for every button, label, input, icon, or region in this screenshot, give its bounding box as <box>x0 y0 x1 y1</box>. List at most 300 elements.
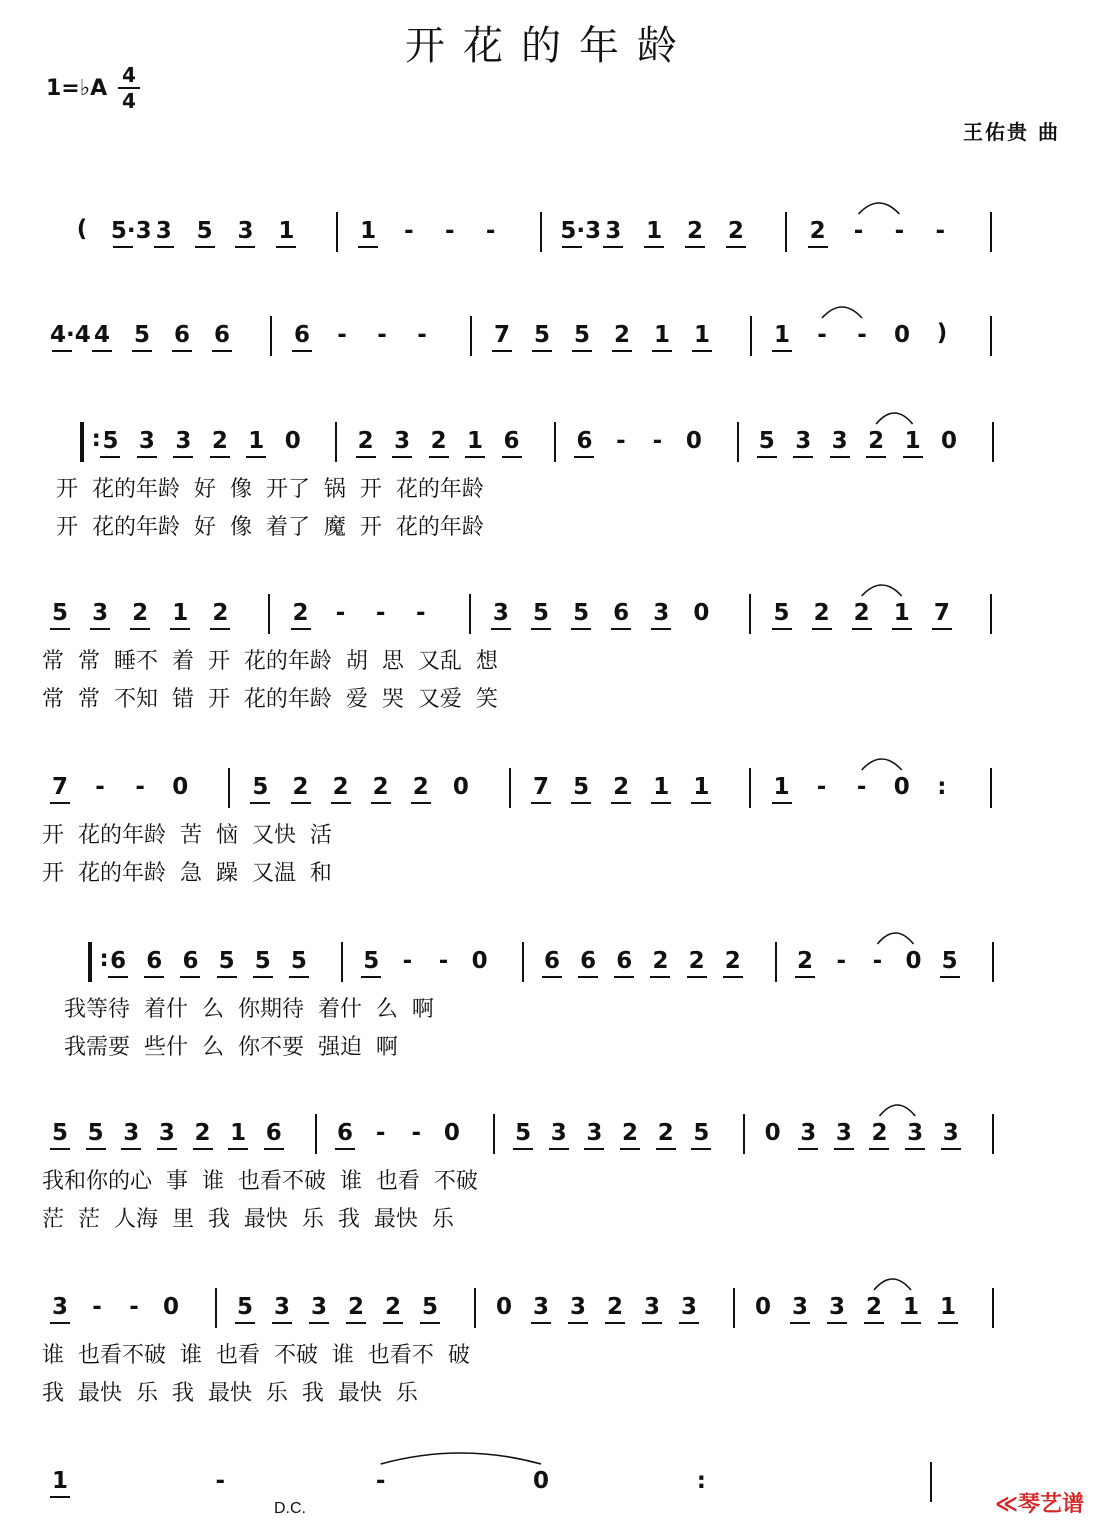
lyrics-verse-1: 谁 也看不破 谁 也看 不破 谁 也看不 破 <box>42 1343 470 1368</box>
note: 3 <box>492 600 509 626</box>
beam-underline <box>568 1322 588 1324</box>
barline <box>493 1114 495 1154</box>
note: 5 <box>51 600 68 626</box>
beam-underline <box>834 1148 854 1150</box>
note: 1 <box>360 218 377 244</box>
dc-marking: D.C. <box>274 1500 306 1517</box>
beam-underline <box>650 976 670 978</box>
time-sig-bottom: 4 <box>122 89 136 113</box>
tie-arc <box>876 413 912 424</box>
beam-underline <box>571 802 591 804</box>
sustain-dash: - <box>404 218 414 244</box>
beam-underline <box>250 802 270 804</box>
key-signature: 1=♭A <box>46 76 108 101</box>
note: 1 <box>904 428 921 454</box>
time-signature <box>118 64 140 112</box>
note: 3 <box>138 428 155 454</box>
beam-underline <box>562 246 582 248</box>
sustain-dash: - <box>816 774 827 800</box>
beam-underline <box>392 456 412 458</box>
sustain-dash: - <box>817 322 827 348</box>
beam-underline <box>113 246 133 248</box>
barline <box>270 316 272 356</box>
barline <box>990 768 992 808</box>
note: 2 <box>613 322 630 348</box>
beam-underline <box>864 1322 884 1324</box>
sustain-dash: - <box>485 218 496 244</box>
note: 1 <box>902 1294 919 1320</box>
beam-underline <box>531 628 551 630</box>
note: 0 <box>893 322 910 348</box>
note: 3 <box>643 1294 660 1320</box>
sustain-dash: - <box>652 428 663 454</box>
beam-underline <box>465 456 485 458</box>
note: 1 <box>773 774 790 800</box>
note: 3 <box>653 600 670 626</box>
note: 7 <box>933 600 950 626</box>
note: 3 <box>586 1120 603 1146</box>
note: 4 <box>93 322 110 348</box>
beam-underline <box>691 1148 711 1150</box>
barline <box>990 594 992 634</box>
beam-underline <box>578 976 598 978</box>
note: 0 <box>471 948 488 974</box>
note: 3 <box>835 1120 852 1146</box>
barline <box>268 594 270 634</box>
note: 2 <box>724 948 741 974</box>
note: 0 <box>764 1120 781 1146</box>
barline <box>540 212 542 252</box>
note: 5 <box>254 948 271 974</box>
note: 1 <box>939 1294 956 1320</box>
lyrics-verse-2: 常 常 不知 错 开 花的年龄 爱 哭 又爱 笑 <box>42 687 498 712</box>
beam-underline <box>264 1148 284 1150</box>
note: 0 <box>941 428 958 454</box>
note: 6 <box>613 600 630 626</box>
note: 2 <box>809 218 826 244</box>
sustain-dash: - <box>337 322 347 348</box>
note: 1 <box>248 428 265 454</box>
note: 3 <box>51 1294 68 1320</box>
barline <box>554 422 556 462</box>
note: 4·4 <box>50 322 91 348</box>
note: 5 <box>573 774 590 800</box>
note: 5 <box>236 1294 253 1320</box>
beam-underline <box>531 802 551 804</box>
note: : <box>937 774 947 800</box>
watermark-logo <box>995 1487 1084 1518</box>
lyrics-verse-1: 常 常 睡不 着 开 花的年龄 胡 思 又乱 想 <box>42 649 498 674</box>
note: 2 <box>372 774 389 800</box>
note: 6 <box>265 1120 282 1146</box>
note: 3 <box>791 1294 808 1320</box>
beam-underline <box>691 802 711 804</box>
beam-underline <box>130 628 150 630</box>
barline <box>509 768 511 808</box>
note: 0 <box>172 774 189 800</box>
sustain-dash: - <box>872 948 883 974</box>
beam-underline <box>812 628 832 630</box>
barline <box>749 594 751 634</box>
note: 3 <box>155 218 172 244</box>
note: 2 <box>652 948 669 974</box>
beam-underline <box>869 1148 889 1150</box>
beam-underline <box>173 456 193 458</box>
beam-underline <box>656 1148 676 1150</box>
time-sig-top: 4 <box>122 63 136 87</box>
barline <box>992 1114 994 1154</box>
note: 5 <box>533 322 550 348</box>
watermark-text: 琴艺谱 <box>1017 1492 1084 1517</box>
note: 1 <box>172 600 189 626</box>
lyrics-verse-2: 开 花的年龄 急 躁 又温 和 <box>42 861 332 886</box>
beam-underline <box>692 350 712 352</box>
beam-underline <box>726 246 746 248</box>
beam-underline <box>605 1322 625 1324</box>
beam-underline <box>121 1148 141 1150</box>
beam-underline <box>611 628 631 630</box>
barline <box>228 768 230 808</box>
barline <box>215 1288 217 1328</box>
bracket: ( <box>76 216 88 242</box>
beam-underline <box>620 1148 640 1150</box>
note: 2 <box>292 600 309 626</box>
barline <box>775 942 777 982</box>
note: 5·3 <box>110 218 152 244</box>
beam-underline <box>651 628 671 630</box>
note: 6 <box>213 322 230 348</box>
note: 1 <box>278 218 295 244</box>
note: 3 <box>831 428 848 454</box>
beam-underline <box>612 350 632 352</box>
beam-underline <box>491 628 511 630</box>
beam-underline <box>292 350 312 352</box>
note: 0 <box>532 1468 549 1494</box>
note: 5 <box>573 322 590 348</box>
note: 5 <box>363 948 380 974</box>
note: 5 <box>290 948 307 974</box>
beam-underline <box>429 456 449 458</box>
note: 0 <box>443 1120 460 1146</box>
note: 2 <box>211 428 228 454</box>
note: 5 <box>133 322 150 348</box>
note: 0 <box>685 428 702 454</box>
note: 2 <box>622 1120 639 1146</box>
lyrics-verse-2: 开 花的年龄 好 像 着了 魔 开 花的年龄 <box>56 515 484 540</box>
tie-arc <box>874 1279 911 1290</box>
beam-underline <box>938 1322 958 1324</box>
song-title: 开花的年龄 <box>405 23 695 69</box>
barline <box>335 422 337 462</box>
barline <box>341 942 343 982</box>
beam-underline <box>170 628 190 630</box>
beam-underline <box>100 456 120 458</box>
note: 6 <box>146 948 163 974</box>
beam-underline <box>901 1322 921 1324</box>
note: 1 <box>653 774 670 800</box>
beam-underline <box>50 628 70 630</box>
beam-underline <box>571 628 591 630</box>
lyrics-verse-2: 我 最快 乐 我 最快 乐 我 最快 乐 <box>42 1381 418 1406</box>
sustain-dash: - <box>92 1294 102 1320</box>
tie-arc <box>879 1105 915 1116</box>
note: 3 <box>310 1294 327 1320</box>
beam-underline <box>798 1148 818 1150</box>
note: 2 <box>657 1120 674 1146</box>
sustain-dash: - <box>335 600 346 626</box>
sustain-dash: - <box>135 774 145 800</box>
beam-underline <box>210 456 230 458</box>
lyrics-verse-1: 我和你的心 事 谁 也看不破 谁 也看 不破 <box>42 1169 478 1194</box>
barline <box>315 1114 317 1154</box>
note: 2 <box>430 428 447 454</box>
beam-underline <box>532 350 552 352</box>
note: 3 <box>532 1294 549 1320</box>
beam-underline <box>513 1148 533 1150</box>
note: 3 <box>123 1120 140 1146</box>
beam-underline <box>584 1148 604 1150</box>
note: 7 <box>493 322 510 348</box>
beam-underline <box>772 350 792 352</box>
barline <box>930 1462 932 1502</box>
note: 1 <box>693 322 710 348</box>
tie-arc <box>877 933 913 944</box>
beam-underline <box>335 1148 355 1150</box>
beam-underline <box>940 976 960 978</box>
tie-arc <box>822 307 862 318</box>
note: 1 <box>773 322 790 348</box>
beam-underline <box>172 350 192 352</box>
beam-underline <box>193 1148 213 1150</box>
repeat-dots: : <box>99 946 109 972</box>
barline <box>785 212 787 252</box>
beam-underline <box>642 1322 662 1324</box>
beam-underline <box>542 976 562 978</box>
note: 0 <box>495 1294 512 1320</box>
barline <box>990 316 992 356</box>
beam-underline <box>772 628 792 630</box>
note: 3 <box>273 1294 290 1320</box>
barline <box>749 768 751 808</box>
note: 3 <box>175 428 192 454</box>
note: 5 <box>693 1120 710 1146</box>
beam-underline <box>92 350 112 352</box>
note: 5 <box>87 1120 104 1146</box>
note: 1 <box>893 600 910 626</box>
beam-underline <box>137 456 157 458</box>
note: 2 <box>727 218 744 244</box>
note: 2 <box>412 774 429 800</box>
note: 1 <box>646 218 663 244</box>
lyrics-verse-1: 开 花的年龄 好 像 开了 锅 开 花的年龄 <box>56 477 484 502</box>
note: 2 <box>132 600 149 626</box>
bracket: ) <box>936 320 948 346</box>
note: 0 <box>754 1294 771 1320</box>
note: 2 <box>871 1120 888 1146</box>
note: 3 <box>907 1120 924 1146</box>
tie-arc <box>381 1453 541 1464</box>
barline <box>733 1288 735 1328</box>
sustain-dash: - <box>857 322 867 348</box>
beam-underline <box>195 246 215 248</box>
beam-underline <box>757 456 777 458</box>
note: 2 <box>194 1120 211 1146</box>
note: 6 <box>110 948 127 974</box>
beam-underline <box>246 456 266 458</box>
note: 5 <box>218 948 235 974</box>
beam-underline <box>309 1322 329 1324</box>
note: 2 <box>292 774 309 800</box>
lyrics-verse-2: 茫 茫 人海 里 我 最快 乐 我 最快 乐 <box>42 1207 454 1232</box>
beam-underline <box>603 246 623 248</box>
beam-underline <box>531 1322 551 1324</box>
sustain-dash: - <box>375 600 386 626</box>
beam-underline <box>549 1148 569 1150</box>
barline <box>522 942 524 982</box>
beam-underline <box>50 802 70 804</box>
note: 5 <box>252 774 269 800</box>
sustain-dash: - <box>445 218 455 244</box>
sustain-dash: - <box>375 1120 386 1146</box>
beam-underline <box>212 350 232 352</box>
note: 3 <box>158 1120 175 1146</box>
sustain-dash: - <box>215 1468 226 1494</box>
note: 2 <box>384 1294 401 1320</box>
note: 3 <box>394 428 411 454</box>
beam-underline <box>132 350 152 352</box>
tie-arc <box>862 585 902 596</box>
note: 2 <box>868 428 885 454</box>
barline <box>469 594 471 634</box>
note: 5 <box>51 1120 68 1146</box>
beam-underline <box>793 456 813 458</box>
note: 6 <box>337 1120 354 1146</box>
beam-underline <box>723 976 743 978</box>
beam-underline <box>86 1148 106 1150</box>
note: 6 <box>173 322 190 348</box>
note: 2 <box>853 600 870 626</box>
beam-underline <box>808 246 828 248</box>
beam-underline <box>228 1148 248 1150</box>
beam-underline <box>210 628 230 630</box>
tie-arc <box>859 203 900 214</box>
beam-underline <box>371 802 391 804</box>
note: 3 <box>605 218 622 244</box>
sustain-dash: - <box>438 948 449 974</box>
note: 2 <box>347 1294 364 1320</box>
note: 5 <box>196 218 213 244</box>
beam-underline <box>685 246 705 248</box>
beam-underline <box>180 976 200 978</box>
note: 3 <box>550 1120 567 1146</box>
beam-underline <box>383 1322 403 1324</box>
beam-underline <box>276 246 296 248</box>
note: 3 <box>237 218 254 244</box>
beam-underline <box>903 456 923 458</box>
beam-underline <box>52 350 72 352</box>
lyrics-verse-2: 我需要 些什 么 你不要 强迫 啊 <box>64 1035 398 1060</box>
sustain-dash: - <box>616 428 626 454</box>
note: 2 <box>613 774 630 800</box>
note: 0 <box>162 1294 179 1320</box>
note: 2 <box>813 600 830 626</box>
beam-underline <box>574 456 594 458</box>
sustain-dash: - <box>377 322 387 348</box>
barline <box>992 422 994 462</box>
note: 2 <box>688 948 705 974</box>
barline <box>336 212 338 252</box>
note: 0 <box>284 428 301 454</box>
beam-underline <box>361 976 381 978</box>
beam-underline <box>420 1322 440 1324</box>
beam-underline <box>679 1322 699 1324</box>
note: 3 <box>680 1294 697 1320</box>
note: 2 <box>865 1294 882 1320</box>
note: 0 <box>893 774 910 800</box>
barline <box>990 212 992 252</box>
barline <box>474 1288 476 1328</box>
beam-underline <box>289 976 309 978</box>
note: 5 <box>941 948 958 974</box>
beam-underline <box>90 628 110 630</box>
lyrics-verse-1: 开 花的年龄 苦 恼 又快 活 <box>42 823 332 848</box>
barline <box>737 422 739 462</box>
beam-underline <box>772 802 792 804</box>
note: 5 <box>532 600 549 626</box>
note: : <box>696 1468 706 1494</box>
lyrics-verse-1: 我等待 着什 么 你期待 着什 么 啊 <box>64 997 434 1022</box>
beam-underline <box>331 802 351 804</box>
note: 6 <box>616 948 633 974</box>
beam-underline <box>866 456 886 458</box>
beam-underline <box>905 1148 925 1150</box>
note: 2 <box>687 218 704 244</box>
note: 2 <box>332 774 349 800</box>
sustain-dash: - <box>853 218 864 244</box>
barline <box>750 316 752 356</box>
beam-underline <box>827 1322 847 1324</box>
barline <box>470 316 472 356</box>
beam-underline <box>830 456 850 458</box>
beam-underline <box>346 1322 366 1324</box>
sustain-dash: - <box>95 774 105 800</box>
sustain-dash: - <box>129 1294 139 1320</box>
sustain-dash: - <box>417 322 427 348</box>
note: 2 <box>606 1294 623 1320</box>
beam-underline <box>144 976 164 978</box>
beam-underline <box>687 976 707 978</box>
beam-underline <box>790 1322 810 1324</box>
note: 3 <box>828 1294 845 1320</box>
beam-underline <box>651 802 671 804</box>
sustain-dash: - <box>411 1120 422 1146</box>
beam-underline <box>795 976 815 978</box>
beam-underline <box>852 628 872 630</box>
beam-underline <box>941 1148 961 1150</box>
note: 1 <box>230 1120 247 1146</box>
sustain-dash: - <box>402 948 413 974</box>
note: 5 <box>573 600 590 626</box>
note: 5·3 <box>560 218 602 244</box>
beam-underline <box>291 802 311 804</box>
note: 5 <box>421 1294 438 1320</box>
sustain-dash: - <box>856 774 867 800</box>
beam-underline <box>614 976 634 978</box>
barline <box>743 1114 745 1154</box>
beam-underline <box>611 802 631 804</box>
tie-arc <box>862 759 902 770</box>
note: 0 <box>693 600 710 626</box>
